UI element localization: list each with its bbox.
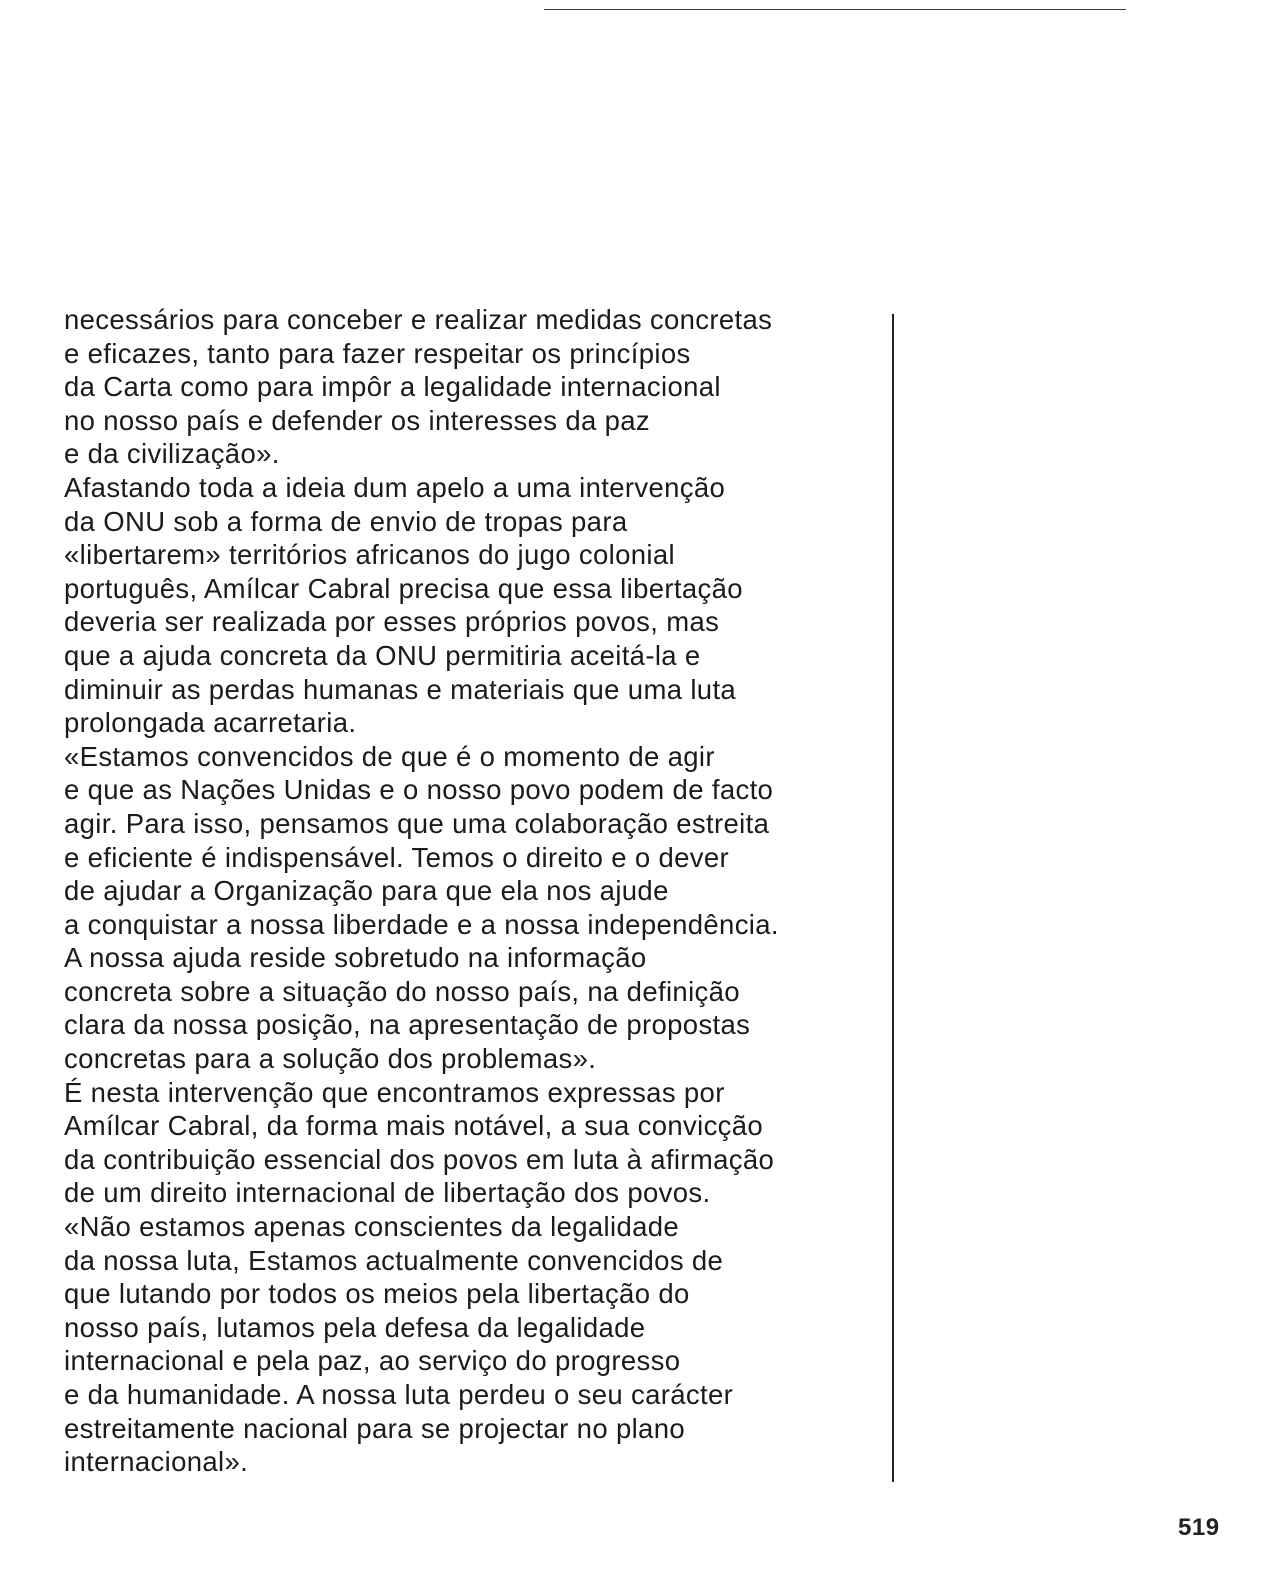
text-line: internacional e pela paz, ao serviço do progresso <box>64 1345 681 1377</box>
text-line: Afastando toda a ideia dum apelo a uma intervenção <box>64 471 726 503</box>
page-number: 519 <box>1178 1514 1220 1541</box>
text-line: concretas para a solução dos problemas». <box>64 1043 597 1075</box>
text-line: e da humanidade. A nossa luta perdeu o seu carácter <box>64 1379 734 1410</box>
top-rule <box>544 9 1126 10</box>
text-line: que a ajuda concreta da ONU permitiria aceitá-la e <box>64 639 701 671</box>
text-line: «libertarem» territórios africanos do jugo colonial <box>64 539 675 571</box>
text-line: Amílcar Cabral, da forma mais notável, a sua convicção <box>64 1110 764 1142</box>
text-line: e eficiente é indispensável. Temos o direito e o dever <box>64 841 730 873</box>
text-line: e eficazes, tanto para fazer respeitar os princípios <box>64 337 691 369</box>
text-line: estreitamente nacional para se projectar no plano <box>64 1412 685 1444</box>
text-line: A nossa ajuda reside sobretudo na informação <box>64 942 647 974</box>
text-line: É nesta intervenção que encontramos expressas por <box>64 1076 725 1108</box>
text-line: e que as Nações Unidas e o nosso povo podem de facto <box>64 774 774 806</box>
text-line: de ajudar a Organização para que ela nos ajude <box>64 875 669 907</box>
text-line: agir. Para isso, pensamos que uma colaboração estreita <box>64 807 770 839</box>
text-line: clara da nossa posição, na apresentação de propostas <box>64 1009 751 1041</box>
text-line: «Não estamos apenas conscientes da legalidade <box>64 1211 680 1243</box>
text-line: que lutando por todos os meios pela libertação do <box>64 1278 690 1310</box>
text-line: e da civilização». <box>64 438 280 470</box>
text-line: da Carta como para impôr a legalidade internacional <box>64 371 721 403</box>
text-line: da ONU sob a forma de envio de tropas para <box>64 505 628 537</box>
text-line: concreta sobre a situação do nosso país, na definição <box>64 975 740 1007</box>
text-line: prolongada acarretaria. <box>64 707 357 739</box>
text-line: deveria ser realizada por esses próprios povos, mas <box>64 606 720 638</box>
text-line: internacional». <box>64 1446 249 1478</box>
text-line: a conquistar a nossa liberdade e a nossa independência. <box>64 908 779 940</box>
text-line: português, Amílcar Cabral precisa que essa libertação <box>64 572 743 604</box>
text-line: nosso país, lutamos pela defesa da legalidade <box>64 1311 646 1343</box>
text-line: diminuir as perdas humanas e materiais que uma luta <box>64 673 737 705</box>
text-line: da contribuição essencial dos povos em luta à afirmação <box>64 1143 775 1175</box>
text-line: «Estamos convencidos de que é o momento de agir <box>64 740 715 772</box>
body-text <box>64 303 894 1479</box>
text-line: de um direito internacional de libertação dos povos. <box>64 1177 711 1209</box>
margin-rule <box>892 314 894 1482</box>
text-line: no nosso país e defender os interesses da paz <box>64 404 650 436</box>
text-line: necessários para conceber e realizar medidas concretas <box>64 304 773 335</box>
text-line: da nossa luta, Estamos actualmente convencidos de <box>64 1244 724 1276</box>
